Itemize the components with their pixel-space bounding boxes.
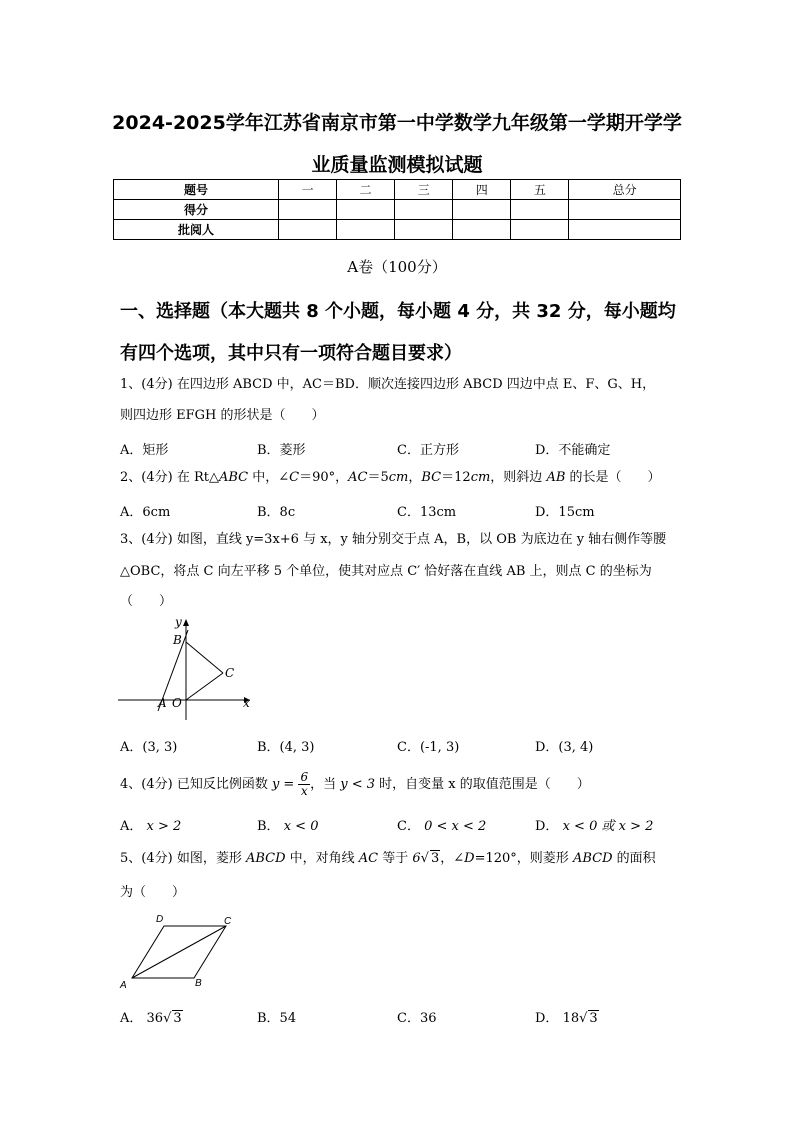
q1-stem-line-2: 则四边形 EFGH 的形状是（ ） bbox=[120, 408, 325, 423]
q5-stem-line-2: 为（ ） bbox=[120, 885, 186, 900]
q4-option-a[interactable]: A． x > 2 bbox=[120, 819, 182, 834]
label-y: y bbox=[175, 615, 182, 629]
label-a: A bbox=[158, 696, 167, 710]
section-a-heading: A卷（100分） bbox=[347, 258, 447, 276]
q5-option-d[interactable]: D． 18√ 3 bbox=[535, 1011, 598, 1026]
q2-option-d[interactable]: D．15cm bbox=[535, 505, 595, 520]
label-x: x bbox=[243, 696, 250, 710]
title-line-1: 2024-2025学年江苏省南京市第一中学数学九年级第一学期开学学 bbox=[112, 112, 682, 134]
segment-bc bbox=[186, 642, 223, 673]
score-cell[interactable] bbox=[511, 200, 569, 220]
reviewer-cell[interactable] bbox=[511, 220, 569, 240]
label-b: B bbox=[195, 978, 202, 989]
score-cell[interactable] bbox=[453, 200, 511, 220]
header-cell: 二 bbox=[337, 180, 395, 200]
segment-oc bbox=[186, 673, 223, 700]
q5-stem-line-1: 5、(4分) 如图，菱形 ABCD 中，对角线 AC 等于 6√ 3，∠D=120°，则菱形 ABCD 的面积 bbox=[120, 851, 656, 866]
reviewer-row bbox=[114, 220, 681, 240]
part1-heading-line-2: 有四个选项，其中只有一项符合题目要求） bbox=[120, 343, 462, 364]
label-c: C bbox=[224, 916, 232, 927]
title-line-2: 业质量监测模拟试题 bbox=[311, 154, 483, 176]
score-cell[interactable] bbox=[395, 200, 453, 220]
q2-stem: 2、(4分) 在 Rt△ABC 中，∠C＝90°，AC＝5cm，BC＝12cm，则斜边 AB 的长是（ ） bbox=[120, 470, 661, 485]
q1-option-a[interactable]: A．矩形 bbox=[120, 443, 169, 458]
score-table bbox=[113, 179, 681, 240]
reviewer-cell[interactable] bbox=[337, 220, 395, 240]
part1-heading-line-1: 一、选择题（本大题共 8 个小题，每小题 4 分，共 32 分，每小题均 bbox=[120, 301, 676, 322]
header-cell: 一 bbox=[279, 180, 337, 200]
reviewer-cell[interactable] bbox=[395, 220, 453, 240]
q3-stem-line-1: 3、(4分) 如图，直线 y=3x+6 与 x，y 轴分别交于点 A，B，以 OB 为底边在 y 轴右侧作等腰 bbox=[120, 532, 667, 547]
diagonal-ac bbox=[132, 926, 226, 978]
q1-option-c[interactable]: C．正方形 bbox=[397, 443, 459, 458]
header-cell: 题号 bbox=[114, 180, 279, 200]
label-d: D bbox=[156, 914, 164, 925]
q1-option-d[interactable]: D．不能确定 bbox=[535, 443, 611, 458]
q3-option-c[interactable]: C．(-1, 3) bbox=[397, 740, 460, 755]
q2-option-b[interactable]: B．8c bbox=[257, 505, 296, 520]
q4-stem: 4、(4分) 已知反比例函数 y = $\frac{6}{x}$ ，当 y < 3 时，自变量 x 的取值范围是（ ） bbox=[120, 770, 590, 798]
q2-option-c[interactable]: C．13cm bbox=[397, 505, 457, 520]
q5-option-b[interactable]: B．54 bbox=[257, 1011, 297, 1026]
header-cell: 四 bbox=[453, 180, 511, 200]
score-table-header-row bbox=[114, 180, 681, 200]
q1-stem-line-1: 1、(4分) 在四边形 ABCD 中，AC＝BD．顺次连接四边形 ABCD 四边中点 E、F、G、H， bbox=[120, 377, 656, 392]
reviewer-cell[interactable] bbox=[569, 220, 681, 240]
score-cell[interactable] bbox=[569, 200, 681, 220]
q5-option-c[interactable]: C．36 bbox=[397, 1011, 437, 1026]
q4-option-c[interactable]: C． 0 < x < 2 bbox=[397, 819, 487, 834]
reviewer-cell[interactable] bbox=[453, 220, 511, 240]
q3-stem-line-2: △OBC，将点 C 向左平移 5 个单位，使其对应点 C′ 恰好落在直线 AB 上，则点 C 的坐标为 bbox=[120, 564, 652, 579]
score-cell[interactable] bbox=[337, 200, 395, 220]
row-label: 得分 bbox=[114, 200, 279, 220]
label-b: B bbox=[173, 633, 182, 647]
q1-option-b[interactable]: B．菱形 bbox=[257, 443, 306, 458]
q2-option-a[interactable]: A．6cm bbox=[120, 505, 171, 520]
q4-option-b[interactable]: B． x < 0 bbox=[257, 819, 319, 834]
y-axis-arrow-icon bbox=[183, 619, 189, 626]
q3-stem-line-3: （ ） bbox=[120, 594, 173, 609]
q3-option-b[interactable]: B．(4, 3) bbox=[257, 740, 315, 755]
q4-option-d[interactable]: D． x < 0 或 x > 2 bbox=[535, 819, 654, 834]
score-row bbox=[114, 200, 681, 220]
q5-rhombus-figure bbox=[116, 910, 246, 992]
header-cell: 三 bbox=[395, 180, 453, 200]
q3-figure bbox=[118, 615, 258, 725]
q3-option-d[interactable]: D．(3, 4) bbox=[535, 740, 594, 755]
row-label: 批阅人 bbox=[114, 220, 279, 240]
label-c: C bbox=[225, 666, 235, 680]
q5-option-a[interactable]: A． 36√ 3 bbox=[120, 1011, 182, 1026]
header-cell: 五 bbox=[511, 180, 569, 200]
q3-option-a[interactable]: A．(3, 3) bbox=[120, 740, 178, 755]
score-cell[interactable] bbox=[279, 200, 337, 220]
label-a: A bbox=[120, 980, 127, 991]
label-o: O bbox=[172, 696, 182, 710]
reviewer-cell[interactable] bbox=[279, 220, 337, 240]
header-cell: 总分 bbox=[569, 180, 681, 200]
fraction-6-over-x: $\frac{6}{x}$ bbox=[300, 770, 309, 798]
